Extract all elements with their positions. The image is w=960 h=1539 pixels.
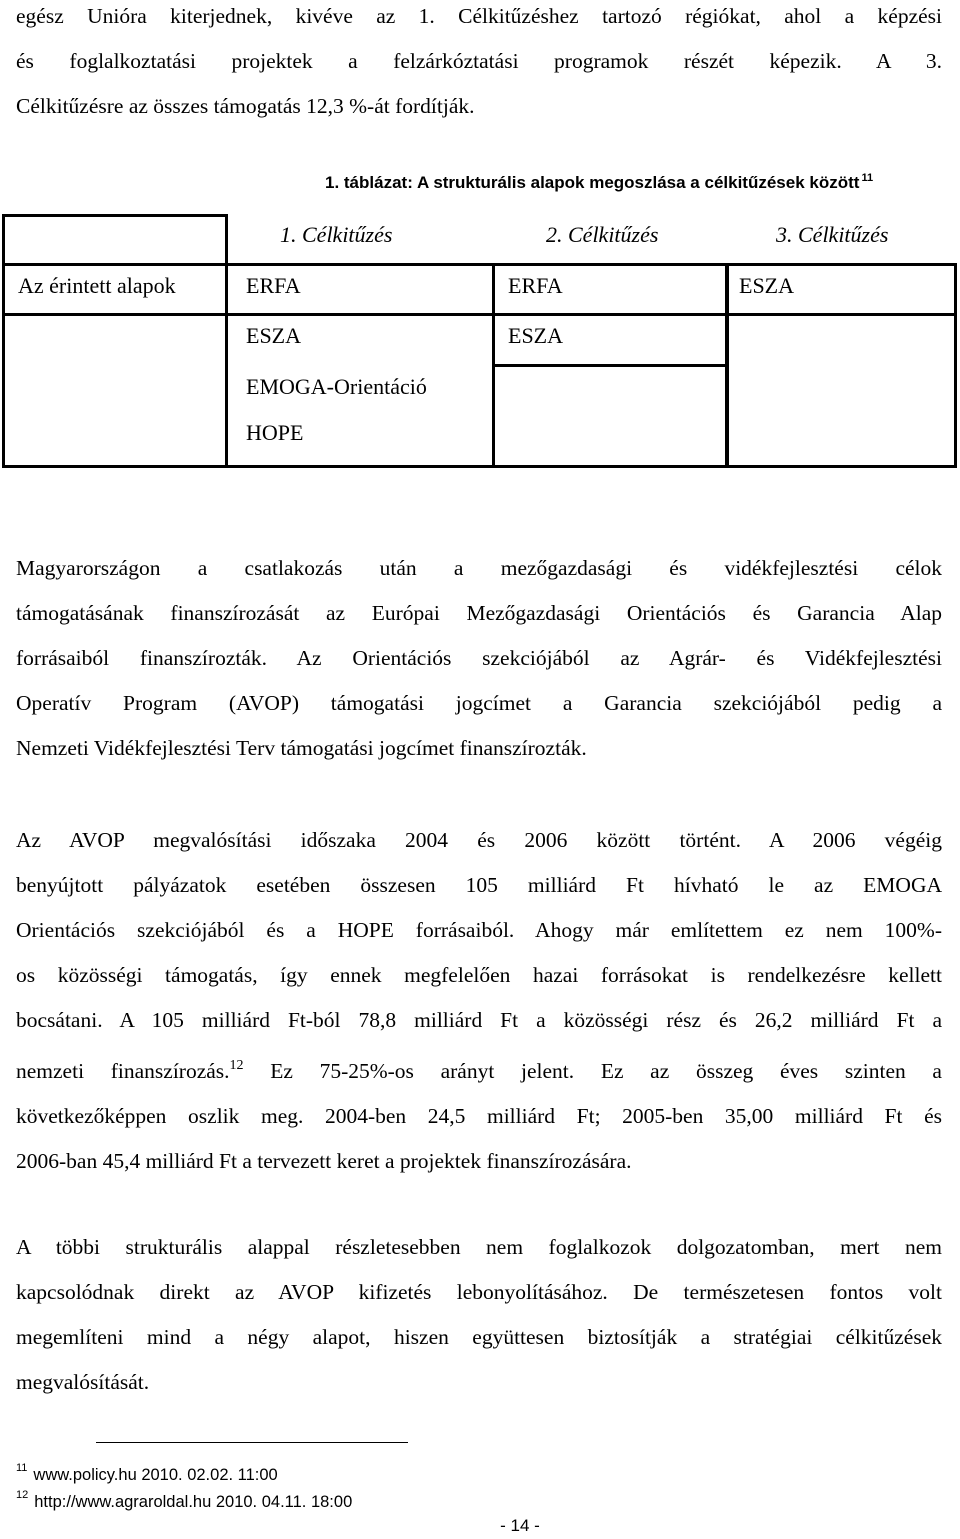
footnote-link[interactable]: www.policy.hu 2010. 02.02. 11:00 [33, 1466, 278, 1484]
text-fragment: Ez 75-25%-os arányt jelent. Ez az összeg éves szinten a [243, 1059, 942, 1083]
text-line: egész Unióra kiterjednek, kivéve az 1. Célkitűzéshez tartozó régiókat, ahol a képzési [16, 4, 942, 28]
text-line: Az AVOP megvalósítási időszaka 2004 és 2006 között történt. A 2006 végéig [16, 828, 942, 852]
footnote [16, 1489, 352, 1512]
text-line: és foglalkoztatási projektek a felzárkóztatási programok részét képezik. A 3. [16, 49, 942, 73]
footnote-ref: 11 [861, 172, 874, 184]
goal2-fund: ESZA [508, 323, 563, 348]
goal1-fund: ERFA [246, 273, 301, 298]
text-line: os közösségi támogatás, így ennek megfelelően hazai forrásokat is rendelkezésre kellett [16, 963, 942, 987]
text-line: megvalósítását. [16, 1370, 150, 1394]
text-line: Nemzeti Vidékfejlesztési Terv támogatási jogcímet finanszírozták. [16, 736, 587, 760]
text-line: Magyarországon a csatlakozás után a mezőgazdasági és vidékfejlesztési célok [16, 556, 942, 580]
body-paragraph [16, 546, 942, 771]
text-line [16, 1043, 942, 1094]
text-line: megemlíteni mind a négy alapot, hiszen együttesen biztosítják a stratégiai célkitűzések [16, 1325, 942, 1349]
text-line: 2006-ban 45,4 milliárd Ft a tervezett keret a projektek finanszírozására. [16, 1149, 632, 1173]
intro-paragraph [16, 0, 942, 129]
text-fragment: nemzeti finanszírozás. [16, 1059, 230, 1083]
text-line: forrásaiból finanszírozták. Az Orientációs szekciójából az Agrár- és Vidékfejlesztési [16, 646, 942, 670]
goal1-fund: HOPE [246, 420, 304, 445]
goal1-fund: ESZA [246, 323, 301, 348]
goal2-fund: ERFA [508, 273, 563, 298]
text-line: A többi strukturális alappal részletesebben nem foglalkozok dolgozatomban, mert nem [16, 1235, 942, 1259]
header-goal-3: 3. Célkitűzés [776, 222, 889, 247]
footnote-ref: 12 [229, 1058, 244, 1073]
footnote [16, 1462, 278, 1485]
body-paragraph [16, 1225, 942, 1405]
text-line: Operatív Program (AVOP) támogatási jogcímet a Garancia szekciójából pedig a [16, 691, 942, 715]
row-label: Az érintett alapok [18, 273, 176, 298]
page-number: - 14 - [500, 1516, 540, 1535]
footnote-separator [96, 1442, 408, 1443]
text-line: kapcsolódnak direkt az AVOP kifizetés lebonyolításához. De természetesen fontos volt [16, 1280, 942, 1304]
body-paragraph [16, 818, 942, 1184]
table-caption [325, 172, 873, 193]
text-line: következőképpen oszlik meg. 2004-ben 24,5 milliárd Ft; 2005-ben 35,00 milliárd Ft és [16, 1104, 942, 1128]
caption-text: 1. táblázat: A strukturális alapok megoszlása a célkitűzések között [325, 173, 860, 192]
header-goal-2: 2. Célkitűzés [546, 222, 659, 247]
text-line: bocsátani. A 105 milliárd Ft-ból 78,8 milliárd Ft a közösségi rész és 26,2 milliárd Ft a [16, 1008, 942, 1032]
text-line: Célkitűzésre az összes támogatás 12,3 %-át fordítják. [16, 94, 475, 118]
text-line: Orientációs szekciójából és a HOPE forrásaiból. Ahogy már említettem ez nem 100%- [16, 918, 942, 942]
footnote-number: 12 [16, 1489, 29, 1501]
text-line: támogatásának finanszírozását az Európai Mezőgazdasági Orientációs és Garancia Alap [16, 601, 942, 625]
footnote-link[interactable]: http://www.agraroldal.hu 2010. 04.11. 18:00 [34, 1493, 353, 1511]
header-goal-1: 1. Célkitűzés [280, 222, 393, 247]
goal1-fund: EMOGA-Orientáció [246, 374, 427, 399]
footnote-number: 11 [16, 1462, 28, 1474]
text-line: benyújtott pályázatok esetében összesen 105 milliárd Ft hívható le az EMOGA [16, 873, 942, 897]
goal3-fund: ESZA [739, 273, 794, 298]
